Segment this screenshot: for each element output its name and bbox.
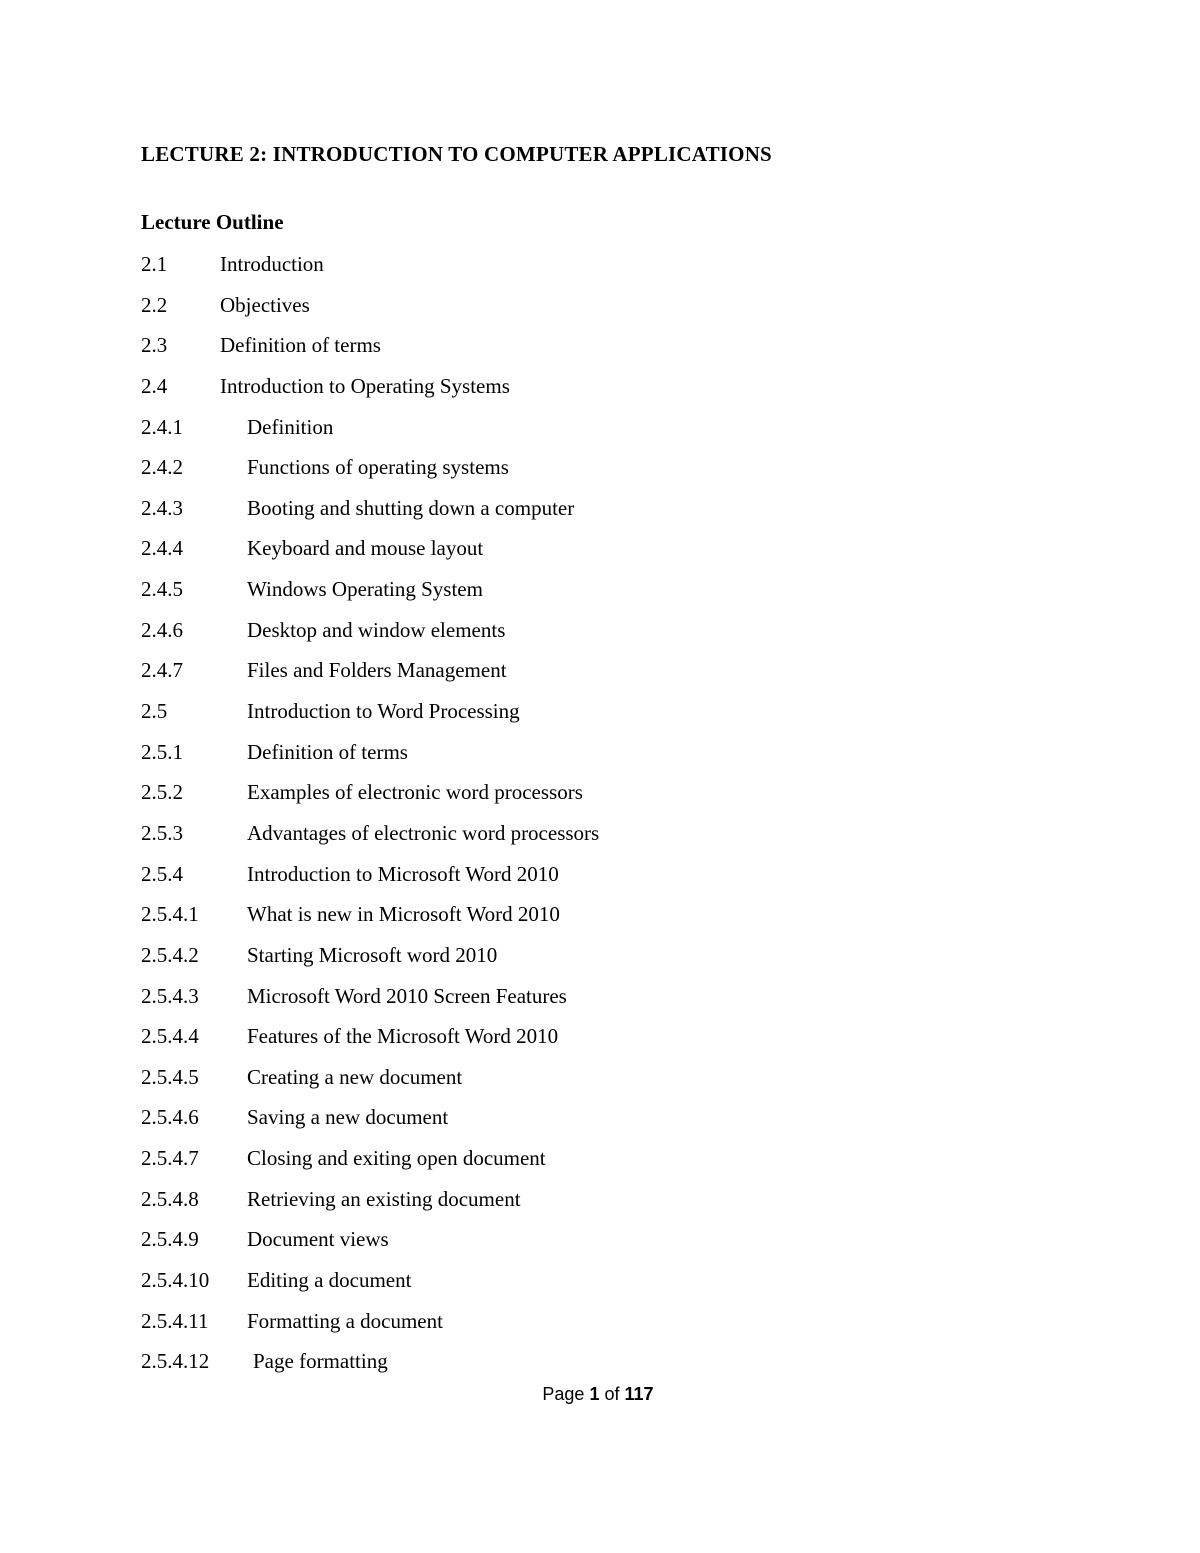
outline-item-text: Files and Folders Management (247, 658, 507, 683)
outline-item-number: 2.4.6 (141, 617, 183, 642)
outline-item-text: Editing a document (247, 1268, 412, 1293)
page-title: LECTURE 2: INTRODUCTION TO COMPUTER APPLICATIONS (141, 142, 772, 166)
outline-item-number: 2.5.2 (141, 780, 183, 805)
outline-item-text: Introduction (220, 252, 324, 276)
outline-item-number: 2.2 (141, 292, 168, 317)
outline-item-number: 2.4.2 (141, 455, 183, 480)
outline-item-number: 2.5.4.10 (141, 1268, 210, 1293)
outline-item-text: Objectives (220, 292, 310, 317)
outline-item-text: Retrieving an existing document (247, 1186, 521, 1211)
outline-item-text: Definition of terms (247, 739, 408, 764)
outline-item-number: 2.4 (141, 373, 168, 398)
outline-item-text: Closing and exiting open document (247, 1146, 546, 1171)
outline-item-text: Document views (247, 1227, 389, 1252)
outline-item-text: Page formatting (253, 1349, 388, 1374)
outline-item-number: 2.5.4.12 (141, 1349, 210, 1374)
outline-item-text: Features of the Microsoft Word 2010 (247, 1024, 559, 1049)
page-number: 1 (589, 1384, 600, 1404)
outline-item-number: 2.1 (141, 252, 168, 276)
page-label: Page (542, 1384, 585, 1404)
outline-item-text: Formatting a document (247, 1308, 443, 1333)
of-label: of (604, 1384, 620, 1404)
outline-heading: Lecture Outline (141, 210, 284, 234)
outline-item-number: 2.5.4 (141, 861, 183, 886)
outline-item-number: 2.4.4 (141, 536, 183, 561)
outline-item-number: 2.4.7 (141, 658, 183, 683)
outline-item-text: Keyboard and mouse layout (247, 536, 484, 561)
outline-item-number: 2.5 (141, 699, 168, 724)
outline-item-number: 2.5.4.11 (141, 1308, 209, 1333)
outline-item-text: What is new in Microsoft Word 2010 (247, 902, 560, 927)
outline-item-number: 2.5.4.4 (141, 1024, 199, 1049)
outline-item-text: Definition of terms (220, 333, 381, 358)
outline-item-text: Introduction to Operating Systems (220, 373, 510, 398)
outline-item-text: Microsoft Word 2010 Screen Features (247, 983, 567, 1008)
total-pages: 117 (624, 1384, 654, 1404)
outline-item-number: 2.5.4.1 (141, 902, 199, 927)
outline-item-number: 2.5.4.9 (141, 1227, 199, 1252)
outline-item-number: 2.5.4.2 (141, 942, 199, 967)
outline-item-text: Functions of operating systems (247, 455, 509, 480)
outline-item-text: Creating a new document (247, 1064, 463, 1089)
outline-item-number: 2.4.1 (141, 414, 183, 439)
outline-item-number: 2.4.3 (141, 495, 183, 520)
outline-item-text: Introduction to Word Processing (247, 699, 520, 724)
outline-item-number: 2.3 (141, 333, 168, 358)
outline-item-text: Starting Microsoft word 2010 (247, 942, 498, 967)
outline-item-text: Saving a new document (247, 1105, 449, 1130)
outline-item-number: 2.5.4.8 (141, 1186, 199, 1211)
outline-item-number: 2.5.4.5 (141, 1064, 199, 1089)
outline-item-text: Desktop and window elements (247, 617, 506, 642)
outline-item-text: Examples of electronic word processors (247, 780, 583, 805)
outline-item-number: 2.4.5 (141, 577, 183, 602)
outline-item-number: 2.5.4.7 (141, 1146, 199, 1171)
outline-item-number: 2.5.1 (141, 739, 183, 764)
outline-item-number: 2.5.4.3 (141, 983, 199, 1008)
outline-item-number: 2.5.4.6 (141, 1105, 199, 1130)
outline-item-text: Definition (247, 414, 334, 439)
page-footer (0, 1384, 1200, 1405)
outline-item-number: 2.5.3 (141, 820, 183, 845)
outline-item-text: Introduction to Microsoft Word 2010 (247, 861, 559, 886)
outline-item-text: Booting and shutting down a computer (247, 495, 575, 520)
outline-item-text: Windows Operating System (247, 577, 483, 602)
outline-item-text: Advantages of electronic word processors (247, 820, 600, 845)
